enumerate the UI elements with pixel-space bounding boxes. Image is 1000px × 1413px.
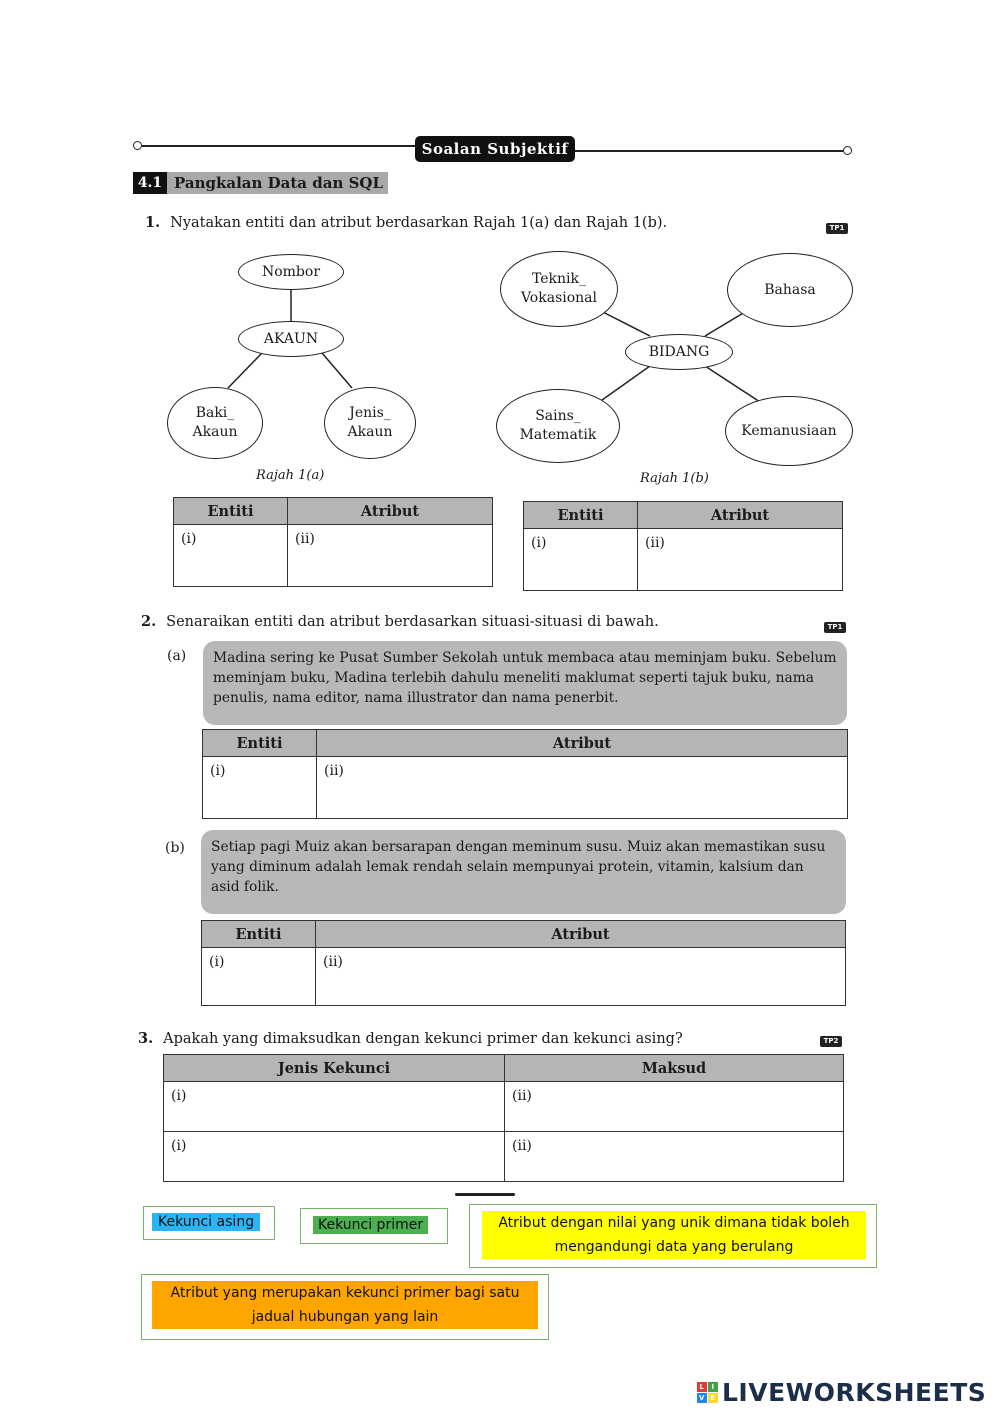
- ellipse-baki-akaun-line2: Akaun: [192, 424, 238, 440]
- table-q2b-header-entiti: Entiti: [202, 921, 316, 948]
- ellipse-jenis-akaun: [324, 387, 416, 459]
- table-q1a-cell-entiti[interactable]: (i): [174, 525, 288, 587]
- answer-kekunci-primer-label: Kekunci primer: [313, 1216, 428, 1234]
- table-q1a: [173, 497, 493, 587]
- answer-kekunci-primer[interactable]: [300, 1208, 448, 1244]
- table-q2a-header-atribut: Atribut: [317, 730, 848, 757]
- ellipse-jenis-akaun-line2: Akaun: [347, 424, 393, 440]
- question-2: [141, 613, 659, 630]
- table-q3-row2-maksud[interactable]: (ii): [505, 1132, 844, 1182]
- answer-kekunci-asing[interactable]: [143, 1206, 275, 1240]
- answer-def-asing[interactable]: [141, 1274, 549, 1340]
- table-q1b-header-entiti: Entiti: [524, 502, 638, 529]
- liveworksheets-logo: [697, 1378, 986, 1407]
- liveworksheets-logo-text: LIVEWORKSHEETS: [722, 1378, 987, 1407]
- ellipse-sains-line1: Sains_: [535, 408, 581, 424]
- table-q2a: [202, 729, 848, 819]
- ellipse-teknik-line1: Teknik_: [531, 271, 586, 287]
- table-q2a-cell-entiti[interactable]: (i): [203, 757, 317, 819]
- tp-badge-q1: TP1: [826, 223, 848, 234]
- question-3-text: Apakah yang dimaksudkan dengan kekunci primer dan kekunci asing?: [163, 1031, 683, 1047]
- question-1-number: 1.: [145, 214, 161, 231]
- table-q2b: [201, 920, 846, 1006]
- ellipse-akaun: [238, 321, 344, 357]
- ellipse-baki-akaun: [167, 387, 263, 459]
- answer-def-asing-label: Atribut yang merupakan kekunci primer bagi satu jadual hubungan yang lain: [152, 1281, 538, 1329]
- ellipse-teknik-vokasional: [500, 251, 618, 327]
- question-2-number: 2.: [141, 613, 157, 630]
- liveworksheets-logo-icon: [697, 1382, 718, 1403]
- table-q3-row2-jenis[interactable]: (i): [164, 1132, 505, 1182]
- ellipse-akaun-label: AKAUN: [263, 330, 319, 347]
- question-3: [138, 1030, 683, 1047]
- q2a-scenario: Madina sering ke Pusat Sumber Sekolah untuk membaca atau meminjam buku. Sebelum meminjam buku, Madina terlebih dahulu meneliti maklumat seperti tajuk buku, nama penulis, nama editor, nama illustrator dan nama penerbit.: [203, 641, 847, 725]
- ellipse-sains-matematik: [496, 389, 620, 463]
- table-q1a-cell-atribut[interactable]: (ii): [288, 525, 493, 587]
- ellipse-bidang-label: BIDANG: [648, 343, 710, 360]
- answer-kekunci-asing-label: Kekunci asing: [152, 1213, 260, 1231]
- table-q2b-cell-entiti[interactable]: (i): [202, 948, 316, 1006]
- ellipse-bidang: [625, 334, 733, 370]
- q2b-label: (b): [165, 840, 185, 856]
- table-q1a-header-atribut: Atribut: [288, 498, 493, 525]
- table-q2a-cell-atribut[interactable]: (ii): [317, 757, 848, 819]
- ellipse-jenis-akaun-line1: Jenis_: [349, 405, 391, 421]
- logo-cell-i: I: [708, 1382, 718, 1392]
- caption-rajah-1b: Rajah 1(b): [640, 471, 709, 486]
- ellipse-baki-akaun-line1: Baki_: [195, 405, 235, 421]
- question-1-text: Nyatakan entiti dan atribut berdasarkan Rajah 1(a) dan Rajah 1(b).: [170, 215, 668, 231]
- caption-rajah-1a: Rajah 1(a): [256, 468, 325, 483]
- table-q1a-header-entiti: Entiti: [174, 498, 288, 525]
- table-q2b-header-atribut: Atribut: [316, 921, 846, 948]
- table-q2b-cell-atribut[interactable]: (ii): [316, 948, 846, 1006]
- ellipse-sains-line2: Matematik: [519, 427, 597, 443]
- ellipse-kemanusiaan: [725, 396, 853, 466]
- ellipse-kemanusiaan-label: Kemanusiaan: [741, 422, 837, 439]
- q2a-label: (a): [167, 648, 187, 664]
- tp-badge-q3: TP2: [820, 1036, 842, 1047]
- ellipse-bahasa: [727, 253, 853, 327]
- tp-badge-q2: TP1: [824, 622, 846, 633]
- section-title: Pangkalan Data dan SQL: [174, 174, 384, 192]
- section-number: 4.1: [133, 172, 167, 194]
- ellipse-nombor: [238, 254, 344, 290]
- logo-cell-l: L: [697, 1382, 707, 1392]
- question-3-number: 3.: [138, 1030, 154, 1047]
- logo-cell-v: V: [697, 1393, 707, 1403]
- question-2-text: Senaraikan entiti dan atribut berdasarkan situasi-situasi di bawah.: [166, 614, 659, 630]
- ellipse-teknik-line2: Vokasional: [520, 290, 597, 306]
- table-q1b: [523, 501, 843, 591]
- table-q1b-cell-atribut[interactable]: (ii): [638, 529, 843, 591]
- table-q3-row1-maksud[interactable]: (ii): [505, 1082, 844, 1132]
- scan-mark: [455, 1193, 515, 1196]
- table-q1b-cell-entiti[interactable]: (i): [524, 529, 638, 591]
- q2b-scenario: Setiap pagi Muiz akan bersarapan dengan meminum susu. Muiz akan memastikan susu yang diminum adalah lemak rendah selain mempunyai protein, vitamin, kalsium dan asid folik.: [201, 830, 846, 914]
- header-title: Soalan Subjektif: [415, 136, 575, 162]
- ellipse-nombor-label: Nombor: [261, 263, 321, 280]
- answer-def-primer-label: Atribut dengan nilai yang unik dimana tidak boleh mengandungi data yang berulang: [482, 1211, 866, 1259]
- table-q1b-header-atribut: Atribut: [638, 502, 843, 529]
- table-q3-header-maksud: Maksud: [505, 1055, 844, 1082]
- table-q3: [163, 1054, 844, 1182]
- logo-cell-e: E: [708, 1393, 718, 1403]
- table-q3-header-jenis: Jenis Kekunci: [164, 1055, 505, 1082]
- ellipse-bahasa-label: Bahasa: [764, 281, 816, 298]
- answer-def-primer[interactable]: [469, 1204, 877, 1268]
- diagram-connectors: [0, 0, 1000, 520]
- table-q3-row1-jenis[interactable]: (i): [164, 1082, 505, 1132]
- table-q2a-header-entiti: Entiti: [203, 730, 317, 757]
